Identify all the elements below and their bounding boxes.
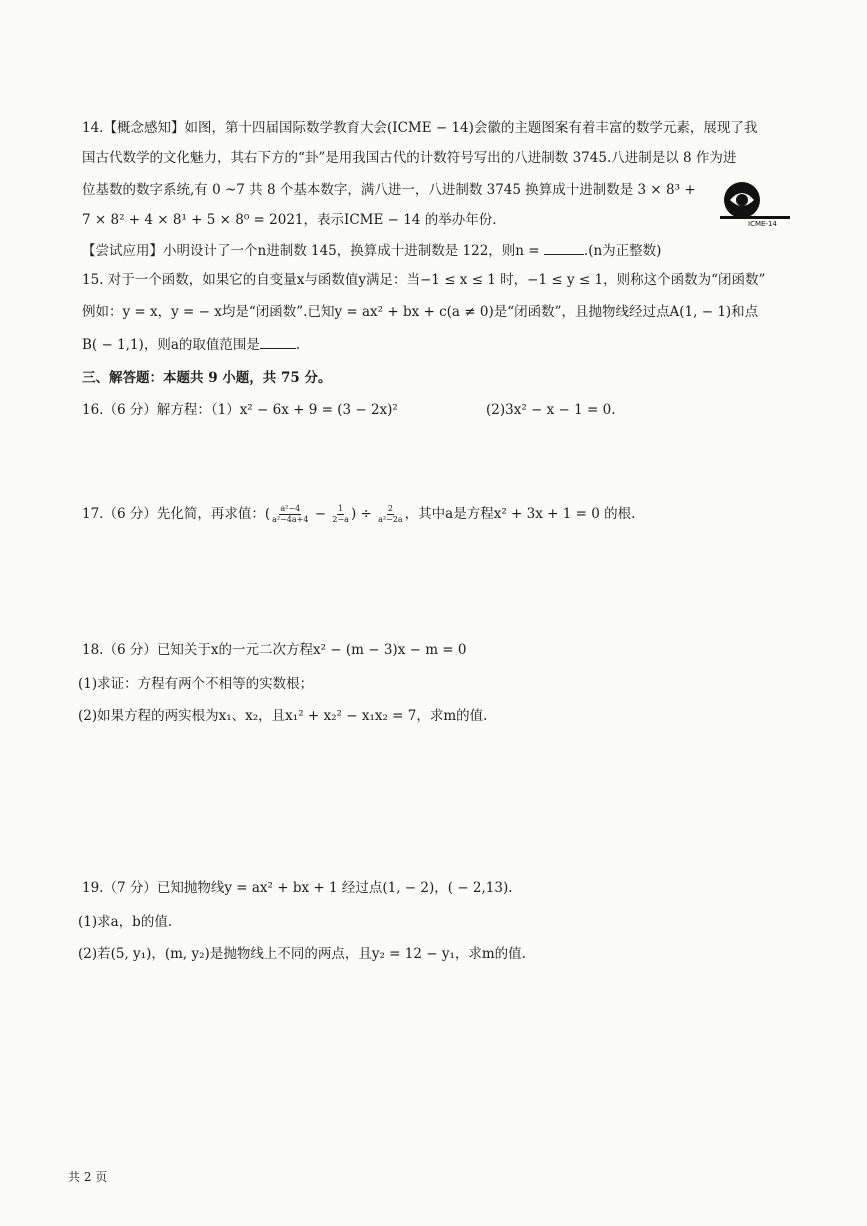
q18-part-1: (1)求证：方程有两个不相等的实数根；: [78, 676, 314, 692]
q17-f1-den: a²−4a+4: [272, 515, 309, 524]
q17-minus: −: [310, 506, 331, 522]
q17-stem: 17.（6 分）先化简，再求值：(: [82, 506, 271, 522]
q17-f2-den: 2−a: [332, 515, 349, 524]
q14-try-tail: .(n为正整数): [583, 243, 662, 259]
q14-try-text: 【尝试应用】小明设计了一个n进制数 145，换算成十进制数是 122，则n =: [82, 243, 544, 259]
answer-blank-14[interactable]: [544, 240, 584, 255]
q15-line-1: 15. 对于一个函数，如果它的自变量x与函数值y满足：当−1 ≤ x ≤ 1 时，−1 ≤ y ≤ 1，则称这个函数为“闭函数”: [82, 272, 766, 288]
q15-line-2: 例如：y = x，y = − x均是“闭函数”.已知y = ax² + bx + c(a ≠ 0)是“闭函数”，且抛物线经过点A(1, − 1)和点: [82, 304, 759, 320]
q14-line-2: 国古代数学的文化魅力，其右下方的“卦”是用我国古代的计数符号写出的八进制数 3745.八进制是以 8 作为进: [82, 150, 737, 166]
q15-line-3: [82, 334, 300, 355]
q16-part-2: (2)3x² − x − 1 = 0.: [486, 402, 616, 418]
q17-f3-num: 2: [387, 504, 393, 513]
q17-fraction-3: [377, 504, 404, 525]
logo-text: ICME-14: [748, 220, 777, 228]
q17-f2-num: 1: [338, 504, 344, 513]
q17-tail: ，其中a是方程x² + 3x + 1 = 0 的根.: [404, 506, 636, 522]
q19-stem: 19.（7 分）已知抛物线y = ax² + bx + 1 经过点(1, − 2)，( − 2,13).: [82, 880, 513, 896]
q19-part-1: (1)求a，b的值.: [78, 914, 173, 930]
q18-stem: 18.（6 分）已知关于x的一元二次方程x² − (m − 3)x − m = 0: [82, 642, 467, 658]
q17: [82, 502, 635, 526]
page-footer: 共 2 页: [68, 1170, 108, 1184]
q17-divide: ) ÷: [350, 506, 377, 522]
q15-line-3-text: B( − 1,1)，则a的取值范围是: [82, 337, 260, 353]
q17-fraction-1: [271, 504, 309, 525]
q14-line-3: 位基数的数字系统,有 0 ~7 共 8 个基本数字，满八进一，八进制数 3745 换算成十进制数是 3 × 8³ +: [82, 182, 696, 198]
answer-blank-15[interactable]: [260, 334, 296, 349]
q14-line-4: 7 × 8² + 4 × 8¹ + 5 × 8⁰ = 2021，表示ICME − 14 的举办年份.: [82, 212, 497, 228]
q14-line-1: 14.【概念感知】如图，第十四届国际数学教育大会(ICME − 14)会徽的主题图案有着丰富的数学元素，展现了我: [82, 120, 758, 136]
icme-logo: [720, 178, 790, 228]
q14-line-5: [82, 240, 661, 261]
q17-fraction-2: [331, 504, 350, 525]
q19-part-2: (2)若(5, y₁)，(m, y₂)是抛物线上不同的两点，且y₂ = 12 − y₁，求m的值.: [78, 946, 526, 962]
q18-part-2: (2)如果方程的两实根为x₁、x₂，且x₁² + x₂² − x₁x₂ = 7，求m的值.: [78, 708, 488, 724]
q15-line-3-tail: .: [295, 337, 301, 353]
q17-f3-den: a²−2a: [378, 515, 403, 524]
q17-f1-num: a²−4: [280, 504, 301, 513]
q16-part-1: 16.（6 分）解方程：（1）x² − 6x + 9 = (3 − 2x)²: [82, 402, 398, 418]
section-heading: 三、解答题：本题共 9 小题，共 75 分。: [82, 370, 332, 386]
